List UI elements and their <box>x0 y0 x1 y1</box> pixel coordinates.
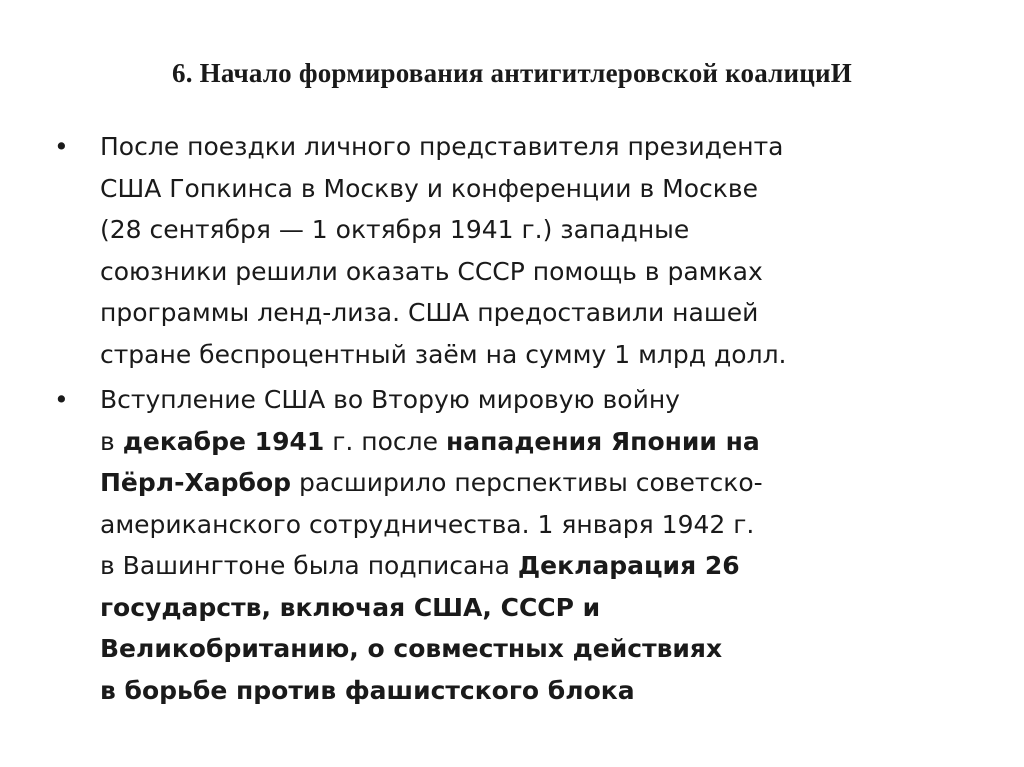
slide-title: 6. Начало формирования антигитлеровской коалициИ <box>172 58 852 88</box>
text-line: США Гопкинса в Москву и конференции в Москве <box>100 173 758 203</box>
text-line: Вступление США во Вторую мировую войну <box>100 385 680 414</box>
emphasis-declaration: Великобританию, о совместных действиях <box>100 634 723 663</box>
bullet-item-2 <box>54 379 954 711</box>
emphasis-declaration: Декларация 26 <box>517 551 740 580</box>
text-line <box>100 628 954 670</box>
text-line: союзники решили оказать СССР помощь в рамках <box>100 256 763 286</box>
text-line: программы ленд-лиза. США предоставили нашей <box>100 298 759 327</box>
bullet-list <box>54 126 954 715</box>
text-line: Пёрл-Харбор расширило перспективы советско- <box>100 468 763 497</box>
text-line: стране беспроцентный заём на сумму 1 млрд долл. <box>100 339 787 369</box>
text-line: После поездки личного представителя президента <box>100 132 784 161</box>
emphasis-declaration: государств, включая США, СССР и <box>100 592 601 622</box>
text-line: американского сотрудничества. 1 января 1942 г. <box>100 509 755 539</box>
emphasis-event: нападения Японии на <box>445 426 760 456</box>
emphasis-declaration: в борьбе против фашистского блока <box>100 675 635 705</box>
text-line: в декабре 1941 г. после нападения Японии на <box>100 426 760 456</box>
text-line <box>100 587 954 629</box>
emphasis-place: Пёрл-Харбор <box>100 468 292 497</box>
text-line: (28 сентября — 1 октября 1941 г.) западные <box>100 215 690 244</box>
text-line: в Вашингтоне была подписана Декларация 26 <box>100 551 740 580</box>
emphasis-date: декабре 1941 <box>122 426 325 456</box>
bullet-item-1 <box>54 126 954 375</box>
bullet-dot-icon: • <box>54 132 69 161</box>
text-line <box>100 670 954 712</box>
bullet-dot-icon: • <box>54 385 69 414</box>
